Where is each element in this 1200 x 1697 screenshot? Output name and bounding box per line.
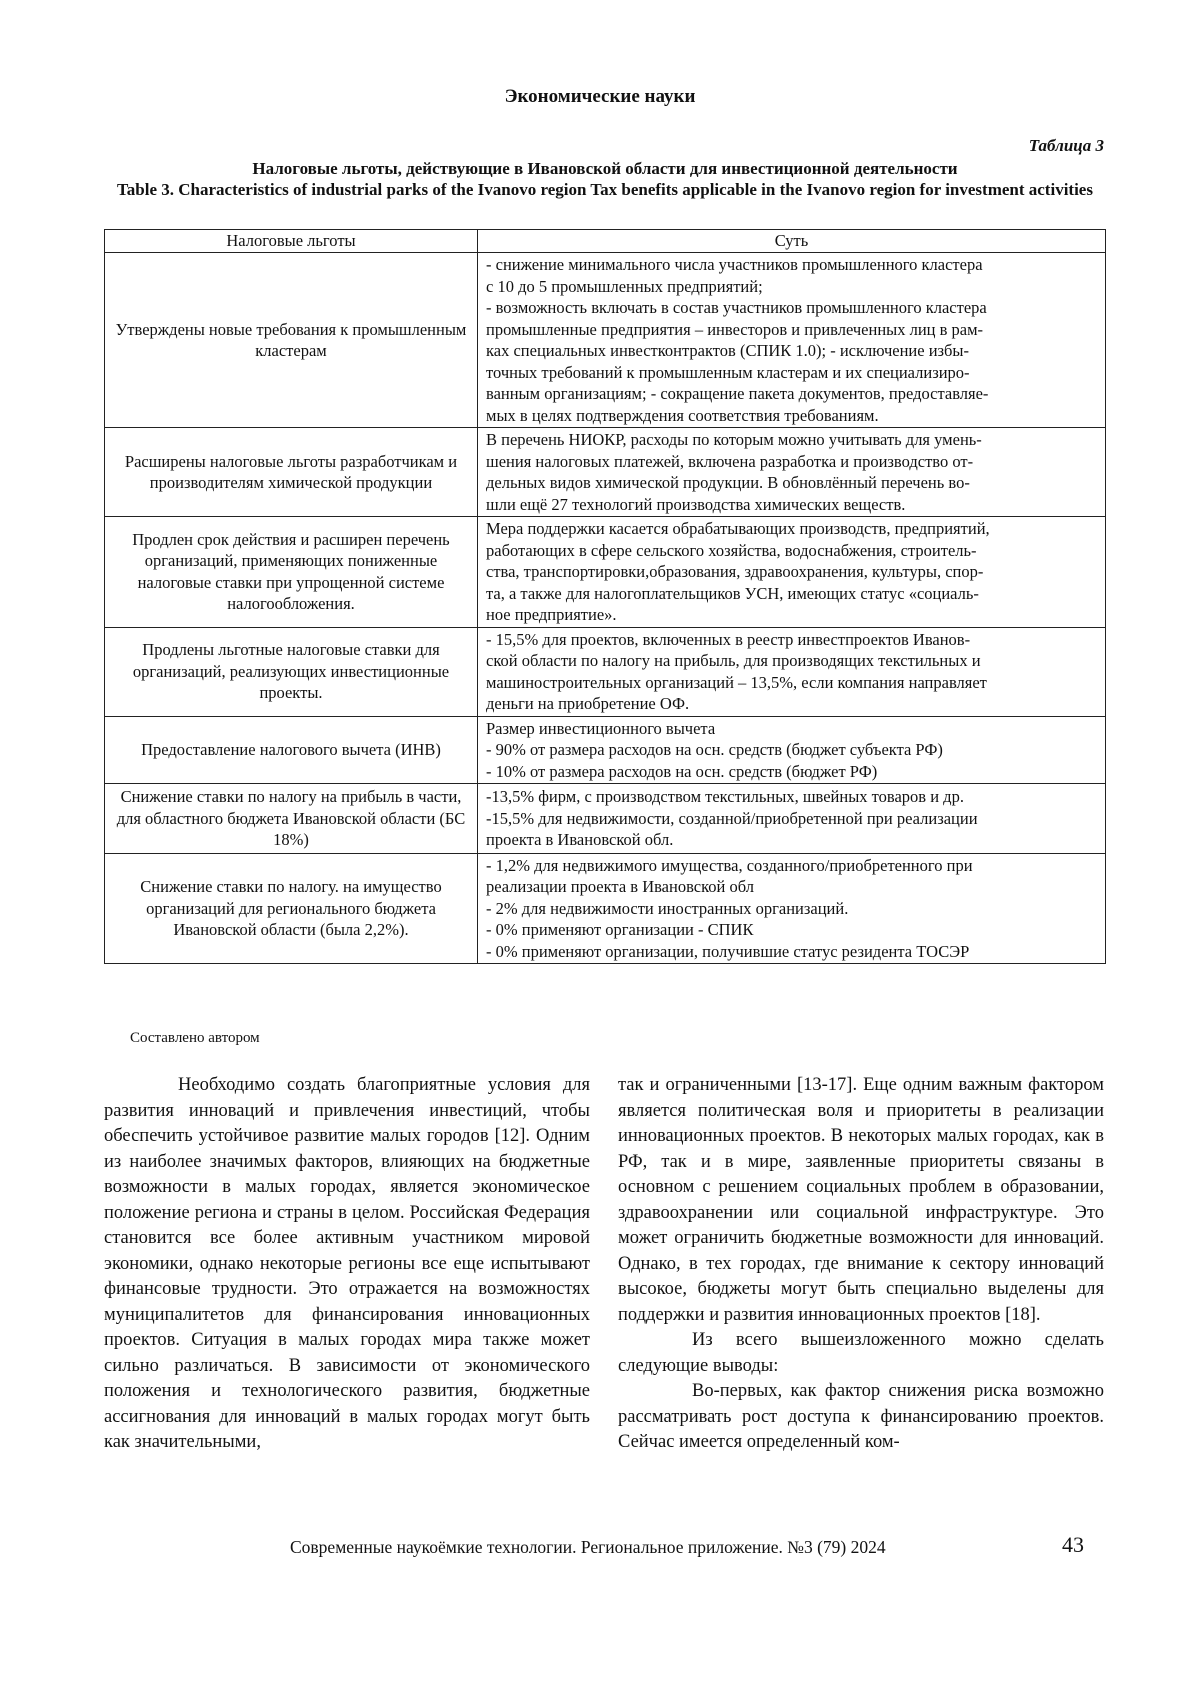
table-row <box>105 428 1106 517</box>
essence-cell <box>478 517 1106 628</box>
table-row <box>105 253 1106 428</box>
table-caption <box>104 158 1106 200</box>
journal-footer: Современные наукоёмкие технологии. Региональное приложение. №3 (79) 2024 <box>290 1537 886 1557</box>
essence-line: точных требований к промышленным кластерам и их специализиро- <box>486 362 970 382</box>
table-label: Таблица 3 <box>1028 136 1104 155</box>
table-row <box>105 784 1106 854</box>
essence-line: деньги на приобретение ОФ. <box>486 694 690 713</box>
essence-line: - 15,5% для проектов, включенных в реестр инвестпроектов Иванов- <box>486 629 971 649</box>
benefit-cell: Утверждены новые требования к промышленным кластерам <box>105 253 478 428</box>
paragraph: Из всего вышеизложенного можно сделать следующие выводы: <box>618 1330 1104 1376</box>
essence-line: шли ещё 27 технологий производства химических веществ. <box>486 494 906 514</box>
essence-line: ства, транспортировки,образования, здравоохранения, культуры, спор- <box>486 562 984 581</box>
column-header-benefits: Налоговые льготы <box>105 230 478 253</box>
essence-line: та, а также для налогоплательщиков УСН, имеющих статус «социаль- <box>486 583 979 603</box>
essence-line: мых в целях подтверждения соответствия требованиям. <box>486 405 879 425</box>
essence-cell <box>478 716 1106 784</box>
essence-line: дельных видов химической продукции. В обновлённый перечень во- <box>486 473 970 492</box>
essence-line: ках специальных инвестконтрактов (СПИК 1.0); - исключение избы- <box>486 341 970 360</box>
table-row <box>105 627 1106 716</box>
table-header-row <box>105 230 1106 253</box>
essence-line: ской области по налогу на прибыль, для производящих текстильных и <box>486 651 981 670</box>
page-number: 43 <box>1062 1532 1084 1557</box>
benefit-cell: Расширены налоговые льготы разработчикам и производителям химической продукции <box>105 428 478 517</box>
essence-cell <box>478 253 1106 428</box>
table-source-note: Составлено автором <box>130 1030 260 1046</box>
essence-line: ное предприятие». <box>486 605 617 624</box>
essence-cell <box>478 428 1106 517</box>
benefit-cell: Продлен срок действия и расширен перечень организаций, применяющих пониженные налоговые ставки при упрощенной системе налогообложения. <box>105 517 478 628</box>
essence-cell <box>478 784 1106 854</box>
table-caption-ru: Налоговые льготы, действующие в Ивановской области для инвестиционной деятельности <box>252 159 958 178</box>
table-body <box>105 253 1106 964</box>
body-column-right <box>618 1073 1104 1456</box>
essence-line: шения налоговых платежей, включена разработка и производство от- <box>486 451 974 471</box>
essence-line: - 1,2% для недвижимого имущества, созданного/приобретенного при <box>486 855 973 875</box>
essence-line: проекта в Ивановской обл. <box>486 830 674 849</box>
benefit-cell: Снижение ставки по налогу. на имущество организаций для регионального бюджета Ивановской области (была 2,2%). <box>105 853 478 964</box>
essence-line: - 90% от размера расходов на осн. средств (бюджет субъекта РФ) <box>486 740 943 759</box>
essence-line: Размер инвестиционного вычета <box>486 718 716 738</box>
table-row <box>105 517 1106 628</box>
benefit-cell: Предоставление налогового вычета (ИНВ) <box>105 716 478 784</box>
table-caption-en: Table 3. Characteristics of industrial parks of the Ivanovo region Tax benefits applicable in the Ivanovo region for investment activities <box>117 180 1093 199</box>
section-header: Экономические науки <box>504 86 696 107</box>
essence-cell <box>478 853 1106 964</box>
paragraph: так и ограниченными [13-17]. Еще одним важным фактором является политическая воля и приоритеты в реализации инновационных проектов. В некоторых малых городах, как в РФ, так и в мире, заявленные приоритеты связаны в основном с решением социальных проблем в образовании, здравоохранении или социальной инфраструктуре. Это может ограничить бюджетные возможности для инноваций. Однако, в тех городах, где внимание к сектору инноваций высокое, бюджеты могут быть специально выделены для поддержки и развития инновационных проектов [18]. <box>618 1075 1104 1325</box>
essence-line: - 2% для недвижимости иностранных организаций. <box>486 898 849 918</box>
essence-line: - снижение минимального числа участников промышленного кластера <box>486 255 983 274</box>
essence-line: -15,5% для недвижимости, созданной/приобретенной при реализации <box>486 808 978 828</box>
essence-line: работающих в сфере сельского хозяйства, водоснабжения, строитель- <box>486 540 977 560</box>
essence-cell <box>478 627 1106 716</box>
essence-line: машиностроительных организаций – 13,5%, если компания направляет <box>486 672 987 692</box>
table-row <box>105 716 1106 784</box>
essence-line: реализации проекта в Ивановской обл <box>486 877 754 896</box>
essence-line: - 0% применяют организации - СПИК <box>486 920 754 939</box>
essence-line: В перечень НИОКР, расходы по которым можно учитывать для умень- <box>486 430 982 449</box>
essence-line: промышленные предприятия – инвесторов и привлеченных лиц в рам- <box>486 319 984 339</box>
tax-benefits-table <box>104 229 1106 964</box>
essence-line: -13,5% фирм, с производством текстильных, швейных товаров и др. <box>486 787 964 806</box>
essence-line: с 10 до 5 промышленных предприятий; <box>486 276 763 296</box>
essence-line: - 10% от размера расходов на осн. средств (бюджет РФ) <box>486 761 878 781</box>
essence-line: Мера поддержки касается обрабатывающих производств, предприятий, <box>486 519 990 538</box>
essence-line: ванным организациям; - сокращение пакета документов, предоставляе- <box>486 384 989 403</box>
table-row <box>105 853 1106 964</box>
paragraph: Необходимо создать благоприятные условия для развития инноваций и привлечения инвестиций, чтобы обеспечить устойчивое развитие малых городов [12]. Одним из наиболее значимых факторов, влияющих на бюджетные возможности в малых городах, является экономическое положение региона и страны в целом. Российская Федерация становится все более активным участником мировой экономики, однако некоторые регионы все еще испытывают финансовые трудности. Это отражается на возможностях муниципалитетов для финансирования инновационных проектов. Ситуация в малых городах мира также может сильно различаться. В зависимости от экономического положения и технологического развития, бюджетные ассигнования для инноваций в малых городах могут быть как значительными, <box>104 1075 590 1452</box>
essence-line: - 0% применяют организации, получившие статус резидента ТОСЭР <box>486 941 970 961</box>
essence-line: - возможность включать в состав участников промышленного кластера <box>486 298 987 317</box>
benefit-cell: Продлены льготные налоговые ставки для организаций, реализующих инвестиционные проекты. <box>105 627 478 716</box>
column-header-essence: Суть <box>478 230 1106 253</box>
benefit-cell: Снижение ставки по налогу на прибыль в части, для областного бюджета Ивановской области (БС 18%) <box>105 784 478 854</box>
body-column-left <box>104 1073 590 1456</box>
paragraph: Во-первых, как фактор снижения риска возможно рассматривать рост доступа к финансированию проектов. Сейчас имеется определенный ком- <box>618 1381 1104 1452</box>
